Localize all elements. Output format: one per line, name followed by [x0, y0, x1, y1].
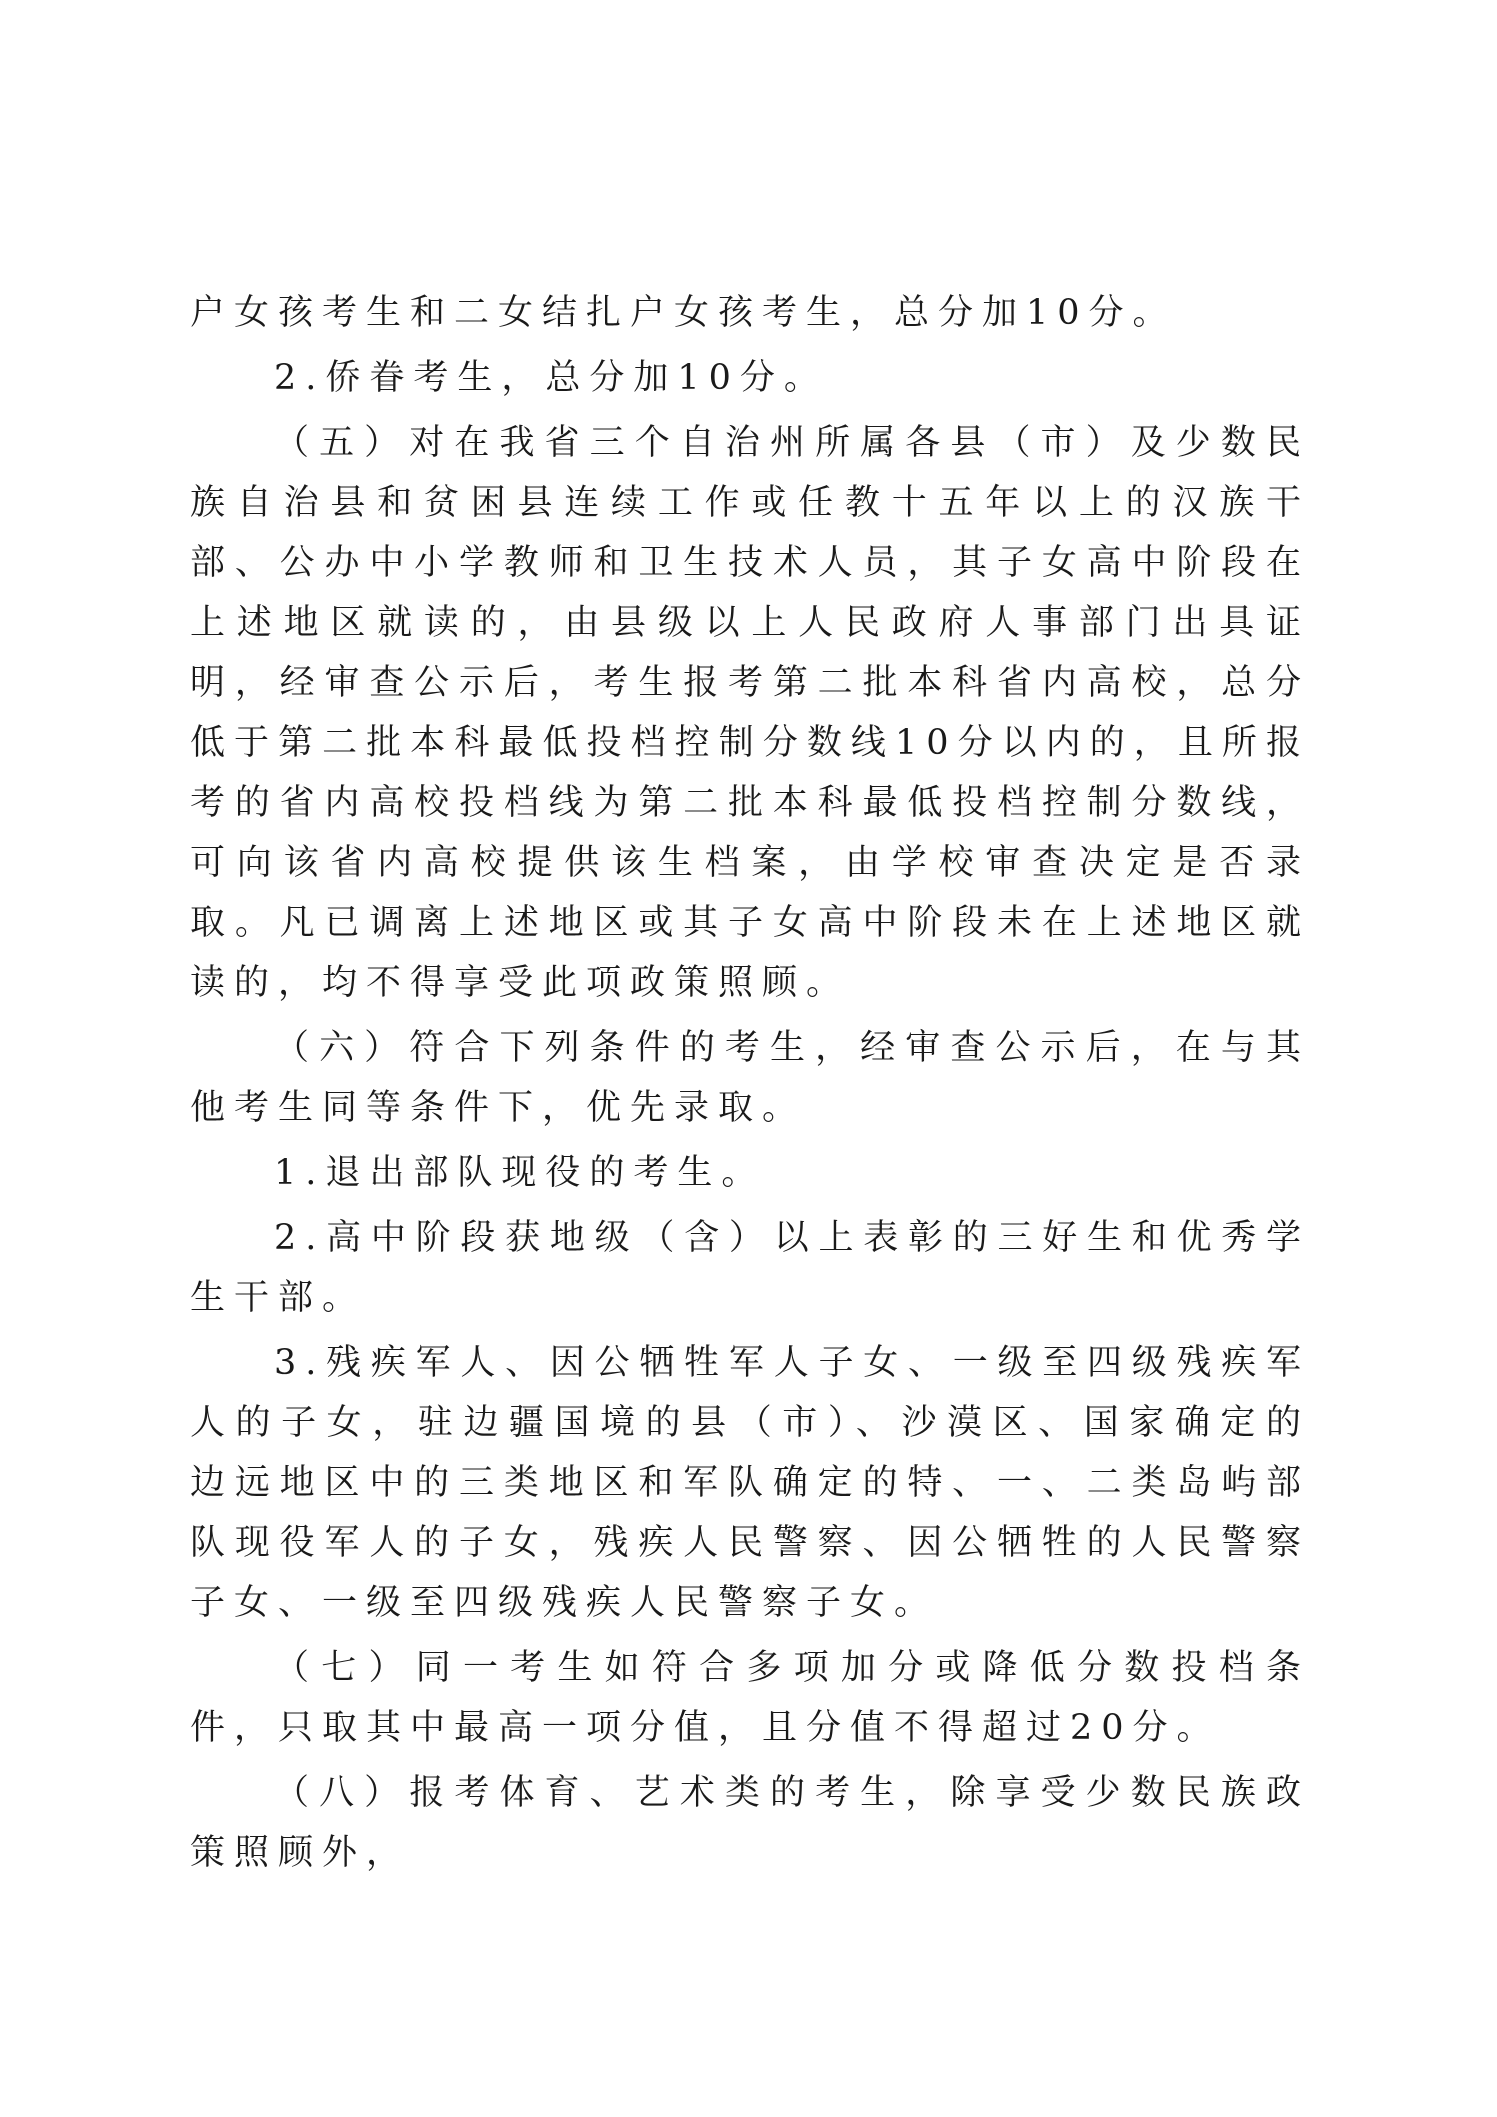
paragraph-section-6-item-1: 1.退出部队现役的考生。: [274, 1153, 766, 1193]
paragraph-item-2-overseas: 2.侨眷考生，总分加10分。: [274, 358, 828, 398]
paragraph-continuation: 户女孩考生和二女结扎户女孩考生，总分加10分。: [190, 293, 1177, 333]
paragraph-section-6-item-3: 3.残疾军人、因公牺牲军人子女、一级至四级残疾军人的子女，驻边疆国境的县（市）、沙漠区、国家确定的边远地区中的三类地区和军队确定的特、一、二类岛屿部队现役军人的子女，残疾人民警察、因公牺牲的人民警察子女、一级至四级残疾人民警察子女。: [190, 1343, 1310, 1623]
body-text: [190, 283, 1310, 1883]
paragraph-section-7: （七）同一考生如符合多项加分或降低分数投档条件，只取其中最高一项分值，且分值不得超过20分。: [190, 1648, 1310, 1748]
paragraph-section-8: （八）报考体育、艺术类的考生，除享受少数民族政策照顾外，: [190, 1773, 1310, 1873]
paragraph-section-6-item-2: 2.高中阶段获地级（含）以上表彰的三好生和优秀学生干部。: [190, 1218, 1310, 1318]
paragraph-section-5: （五）对在我省三个自治州所属各县（市）及少数民族自治县和贫困县连续工作或任教十五年以上的汉族干部、公办中小学教师和卫生技术人员，其子女高中阶段在上述地区就读的，由县级以上人民政府人事部门出具证明，经审查公示后，考生报考第二批本科省内高校，总分低于第二批本科最低投档控制分数线10分以内的，且所报考的省内高校投档线为第二批本科最低投档控制分数线，可向该省内高校提供该生档案，由学校审查决定是否录取。凡已调离上述地区或其子女高中阶段未在上述地区就读的，均不得享受此项政策照顾。: [190, 423, 1310, 1003]
paragraph-section-6: （六）符合下列条件的考生，经审查公示后，在与其他考生同等条件下，优先录取。: [190, 1028, 1310, 1128]
